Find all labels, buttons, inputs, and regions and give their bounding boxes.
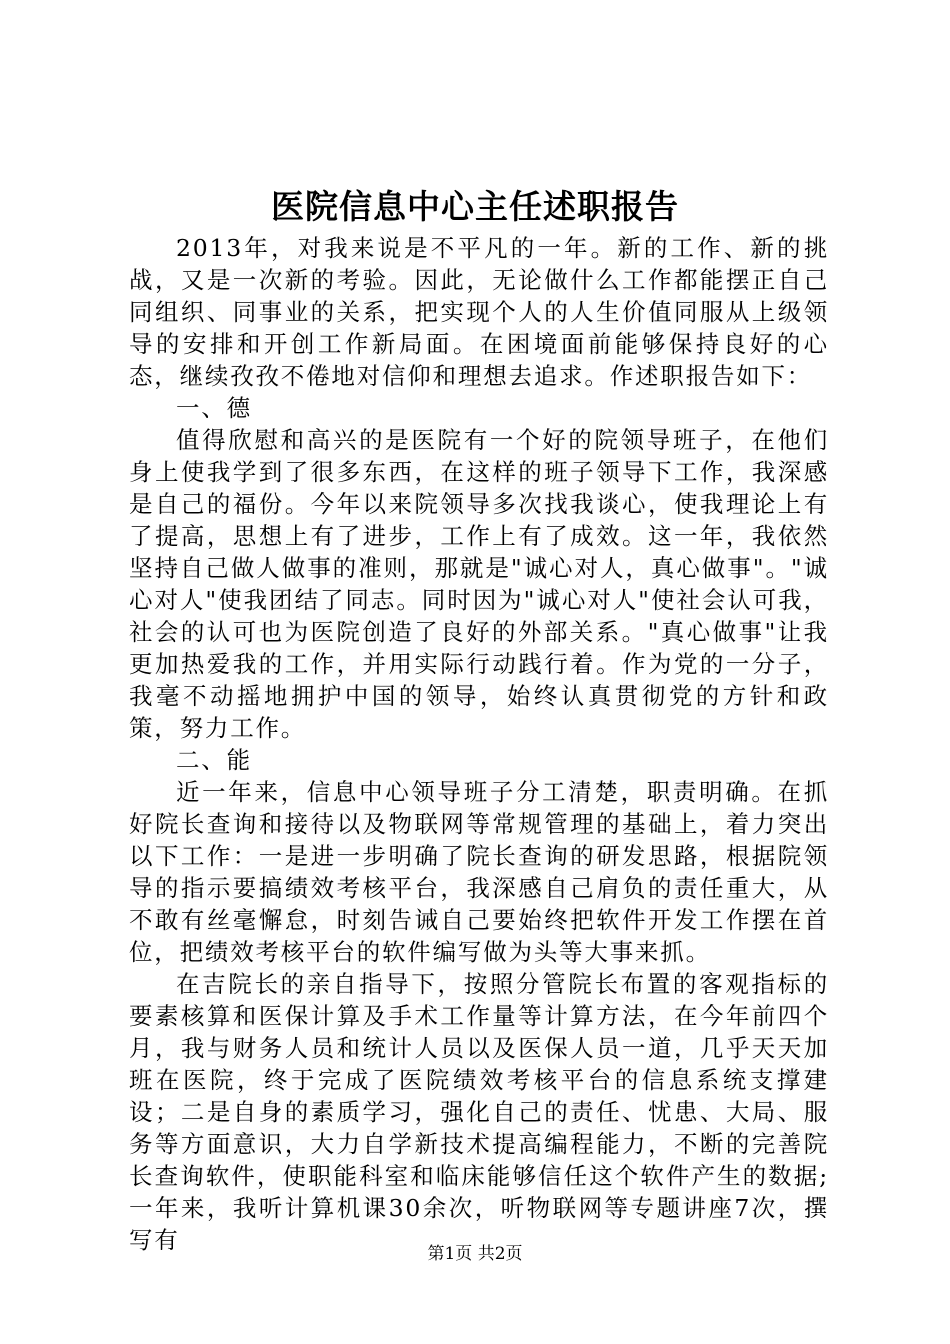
ability-paragraph-1: 近一年来，信息中心领导班子分工清楚，职责明确。在抓好院长查询和接待以及物联网等常规管理的基础上，着力突出以下工作：一是进一步明确了院长查询的研发思路，根据院领导的指示要搞绩效考核平台，我深感自己肩负的责任重大，从不敢有丝毫懈怠，时刻告诫自己要始终把软件开发工作摆在首位，把绩效考核平台的软件编写做为头等大事来抓。 bbox=[129, 778, 829, 966]
intro-paragraph: 2013年，对我来说是不平凡的一年。新的工作、新的挑战，又是一次新的考验。因此，无论做什么工作都能摆正自己同组织、同事业的关系，把实现个人的人生价值同服从上级领导的安排和开创工作新局面。在困境面前能够保持良好的心态，继续孜孜不倦地对信仰和理想去追求。作述职报告如下： bbox=[129, 234, 829, 390]
page-footer: 第1页 共2页 bbox=[427, 1244, 523, 1264]
virtue-paragraph: 值得欣慰和高兴的是医院有一个好的院领导班子，在他们身上使我学到了很多东西，在这样的班子领导下工作，我深感是自己的福份。今年以来院领导多次找我谈心，使我理论上有了提高，思想上有了进步，工作上有了成效。这一年，我依然坚持自己做人做事的准则，那就是"诚心对人，真心做事"。"诚心对人"使我团结了同志。同时因为"诚心对人"使社会认可我，社会的认可也为医院创造了良好的外部关系。"真心做事"让我更加热爱我的工作，并用实际行动践行着。作为党的一分子，我毫不动摇地拥护中国的领导，始终认真贯彻党的方针和政策，努力工作。 bbox=[129, 426, 829, 742]
document-body bbox=[129, 232, 829, 1256]
section-heading-virtue: 一、德 bbox=[176, 394, 252, 422]
document-title: 医院信息中心主任述职报告 bbox=[271, 187, 679, 226]
section-heading-ability: 二、能 bbox=[176, 746, 252, 774]
ability-paragraph-2: 在吉院长的亲自指导下，按照分管院长布置的客观指标的要素核算和医保计算及手术工作量等计算方法，在今年前四个月，我与财务人员和统计人员以及医保人员一道，几乎天天加班在医院，终于完成了医院绩效考核平台的信息系统支撑建设；二是自身的素质学习，强化自己的责任、忧患、大局、服务等方面意识，大力自学新技术提高编程能力，不断的完善院长查询软件，使职能科室和临床能够信任这个软件产生的数据;一年来，我听计算机课30余次，听物联网等专题讲座7次，撰写有 bbox=[129, 970, 829, 1254]
